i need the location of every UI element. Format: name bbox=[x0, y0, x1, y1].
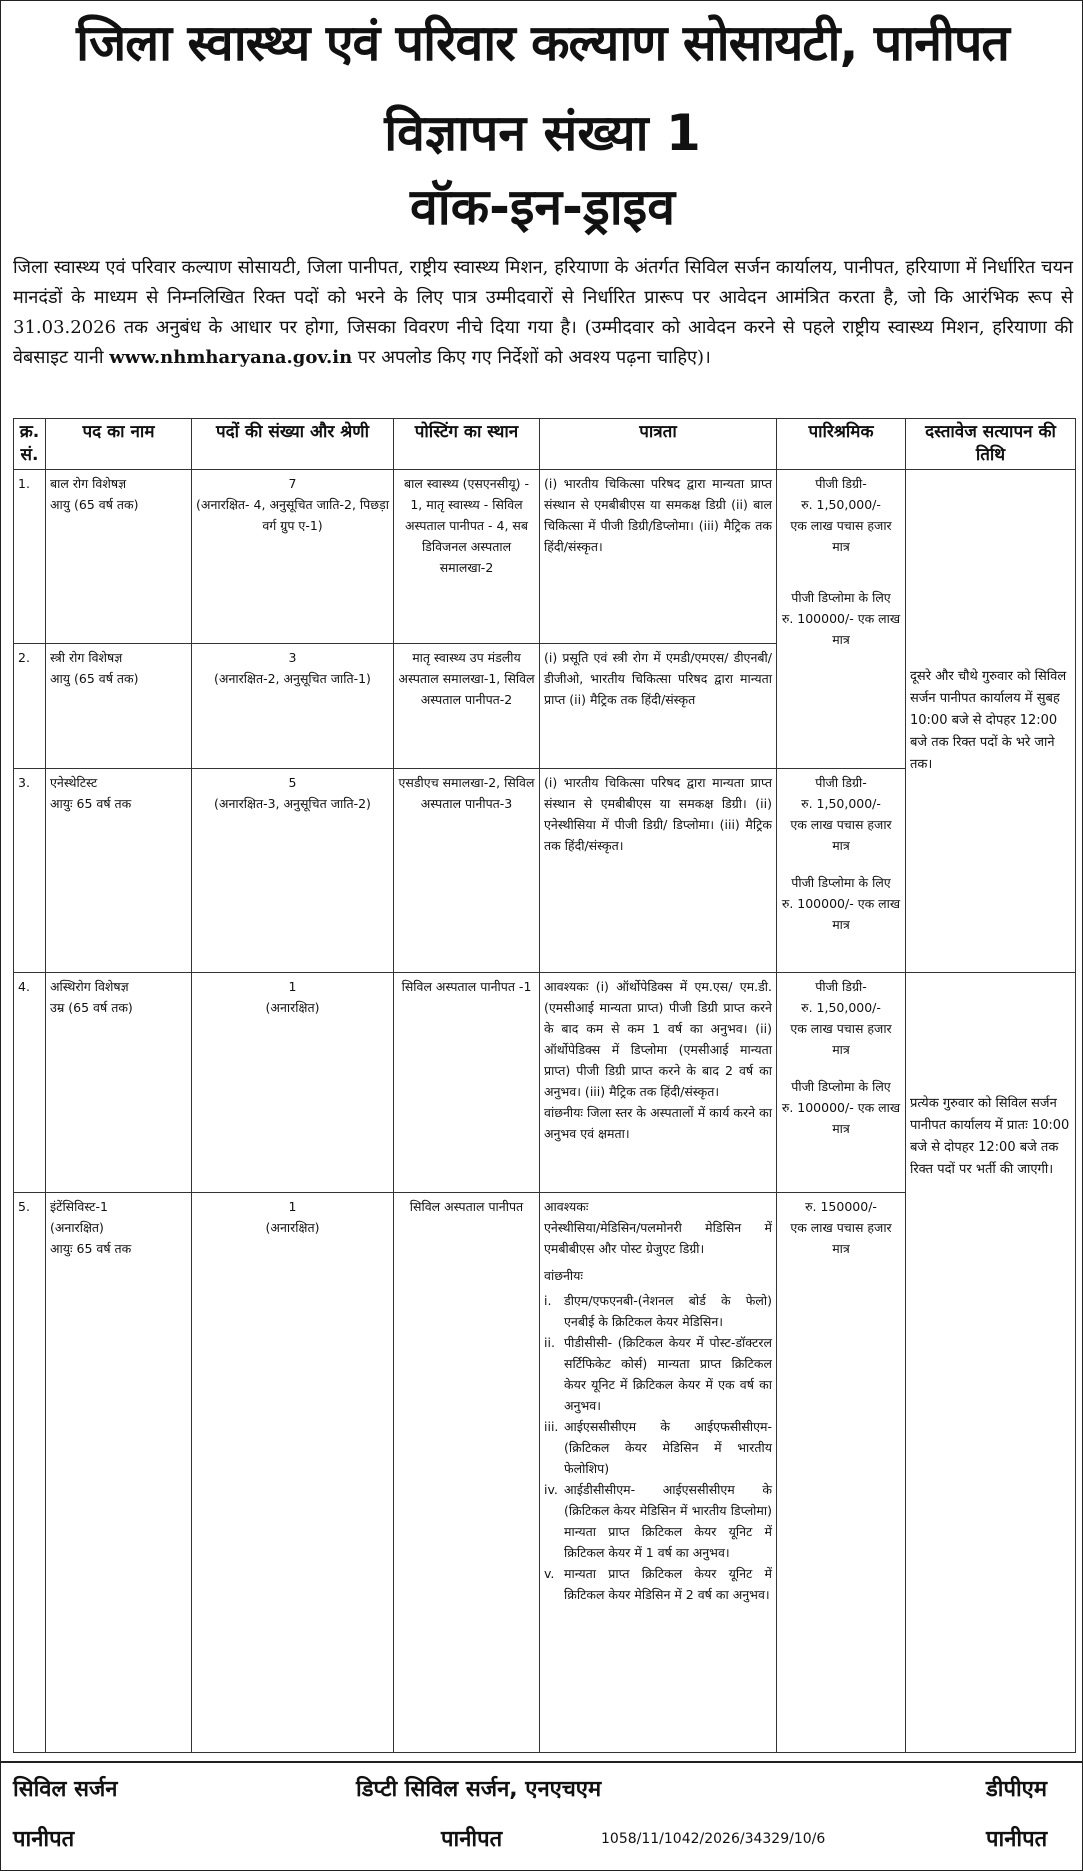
cell-posting: मातृ स्वास्थ्य उप मंडलीय अस्पताल समालखा-1, सिविल अस्पताल पानीपत-2 bbox=[394, 644, 540, 769]
cell-posting: बाल स्वास्थ्य (एसएनसीयू) - 1, मातृ स्वास्थ्य - सिविल अस्पताल पानीपत - 4, सब डिविजनल अस्पताल समालखा-2 bbox=[394, 470, 540, 644]
pay-pg-diploma-amount: रु. 100000/- एक लाख मात्र bbox=[781, 896, 901, 932]
post-name: इंटेंसिविस्ट-1 bbox=[50, 1199, 108, 1214]
pay-pg-diploma: पीजी डिप्लोमा के लिए bbox=[791, 875, 891, 890]
pay-intensivist-amount: रु. 150000/- bbox=[805, 1199, 877, 1214]
cell-post bbox=[46, 644, 192, 769]
pay-pg-degree: पीजी डिग्री- bbox=[815, 979, 867, 994]
signatory-civil-surgeon-place: पानीपत bbox=[13, 1827, 75, 1852]
post-category: (अनारक्षित- 4, अनुसूचित जाति-2, पिछड़ा वर्ग ग्रुप ए-1) bbox=[196, 497, 389, 533]
table-row bbox=[14, 973, 1076, 1193]
desirable-list bbox=[544, 1290, 772, 1605]
required-title: आवश्यकः bbox=[544, 1199, 589, 1214]
cell-count bbox=[192, 644, 394, 769]
cell-eligibility: (i) भारतीय चिकित्सा परिषद द्वारा मान्यता प्राप्त संस्थान से एमबीबीएस या समकक्ष डिग्री (ii) बाल चिकित्सा में पीजी डिग्री/डिप्लोमा। (iii) मैट्रिक तक हिंदी/संस्कृत। bbox=[540, 470, 777, 644]
post-count: 5 bbox=[288, 775, 297, 790]
pay-pg-diploma-amount: रु. 100000/- एक लाख मात्र bbox=[781, 611, 901, 647]
post-age: आयुः 65 वर्ष तक bbox=[50, 1241, 132, 1256]
post-count: 1 bbox=[288, 1199, 297, 1214]
pay-pg-degree-words: एक लाख पचास हजार मात्र bbox=[790, 817, 892, 853]
cell-sn: 5. bbox=[14, 1193, 46, 1753]
signatory-civil-surgeon: सिविल सर्जन bbox=[13, 1777, 118, 1802]
cell-count bbox=[192, 973, 394, 1193]
header-posting: पोस्टिंग का स्थान bbox=[394, 419, 540, 470]
signatory-dpm-place: पानीपत bbox=[986, 1827, 1048, 1852]
header-post: पद का नाम bbox=[46, 419, 192, 470]
cell-sn: 4. bbox=[14, 973, 46, 1193]
eligibility-desirable: वांछनीयः जिला स्तर के अस्पतालों में कार्य करने का अनुभव एवं क्षमता। bbox=[544, 1105, 772, 1141]
cell-pay bbox=[777, 769, 906, 973]
post-age: आयु (65 वर्ष तक) bbox=[50, 671, 139, 686]
cell-eligibility bbox=[540, 1193, 777, 1753]
cell-posting: सिविल अस्पताल पानीपत bbox=[394, 1193, 540, 1753]
post-name: बाल रोग विशेषज्ञ bbox=[50, 476, 127, 491]
cell-posting: एसडीएच समालखा-2, सिविल अस्पताल पानीपत-3 bbox=[394, 769, 540, 973]
walk-in-title: वॉक-इन-ड्राइव bbox=[409, 178, 675, 236]
cell-eligibility bbox=[540, 973, 777, 1193]
post-name: अस्थिरोग विशेषज्ञ bbox=[50, 979, 129, 994]
eligibility-required: एनेस्थीसिया/मेडिसिन/पलमोनरी मेडिसिन में एमबीबीएस और पोस्ट ग्रेजुएट डिग्री। bbox=[544, 1220, 772, 1256]
society-title: जिला स्वास्थ्य एवं परिवार कल्याण सोसायटी, पानीपत bbox=[76, 14, 1009, 72]
pay-pg-degree-amount: रु. 1,50,000/- bbox=[801, 1000, 881, 1015]
cell-post bbox=[46, 973, 192, 1193]
cell-sn: 3. bbox=[14, 769, 46, 973]
signatory-deputy-civil-surgeon: डिप्टी सिविल सर्जन, एनएचएम bbox=[356, 1777, 602, 1802]
header-eligibility: पात्रता bbox=[540, 419, 777, 470]
pay-pg-degree: पीजी डिग्री- bbox=[815, 775, 867, 790]
post-category: (अनारक्षित-2, अनुसूचित जाति-1) bbox=[214, 671, 371, 686]
pay-intensivist-words: एक लाख पचास हजार मात्र bbox=[790, 1220, 892, 1256]
pay-pg-degree-amount: रु. 1,50,000/- bbox=[801, 796, 881, 811]
header-sn: क्र. सं. bbox=[14, 419, 46, 470]
post-count: 3 bbox=[288, 650, 297, 665]
cell-post bbox=[46, 470, 192, 644]
cell-post bbox=[46, 1193, 192, 1753]
table-row bbox=[14, 470, 1076, 644]
cell-count bbox=[192, 769, 394, 973]
list-item: v. मान्यता प्राप्त क्रिटिकल केयर यूनिट में क्रिटिकल केयर मेडिसिन में 2 वर्ष का अनुभव। bbox=[544, 1566, 772, 1602]
advertisement-number: विज्ञापन संख्या 1 bbox=[384, 104, 701, 162]
intro-paragraph bbox=[13, 253, 1073, 373]
post-age: उम्र (65 वर्ष तक) bbox=[50, 1000, 133, 1015]
post-count: 1 bbox=[288, 979, 297, 994]
doc-date-text: प्रत्येक गुरुवार को सिविल सर्जन पानीपत कार्यालय में प्रातः 10:00 बजे से दोपहर 12:00 बजे तक रिक्त पदों पर भर्ती की जाएगी। bbox=[910, 1096, 1070, 1177]
reference-number: 1058/11/1042/2026/34329/10/6 bbox=[601, 1831, 826, 1847]
post-category: (अनारक्षित) bbox=[265, 1220, 320, 1235]
vacancy-table bbox=[13, 418, 1076, 1753]
post-count: 7 bbox=[288, 476, 297, 491]
post-category: (अनारक्षित-3, अनुसूचित जाति-2) bbox=[214, 796, 371, 811]
pay-pg-diploma: पीजी डिप्लोमा के लिए bbox=[791, 590, 891, 605]
header-doc-date: दस्तावेज सत्यापन की तिथि bbox=[906, 419, 1076, 470]
post-age: आयु (65 वर्ष तक) bbox=[50, 497, 139, 512]
cell-post bbox=[46, 769, 192, 973]
cell-doc-date: दूसरे और चौथे गुरुवार को सिविल सर्जन पानीपत कार्यालय में सुबह 10:00 बजे से दोपहर 12:00 बजे तक रिक्त पदों के भरे जाने तक। bbox=[906, 470, 1076, 973]
pay-pg-degree-amount: रु. 1,50,000/- bbox=[801, 497, 881, 512]
list-item: ii. पीडीसीसी- (क्रिटिकल केयर में पोस्ट-डॉक्टरल सर्टिफिकेट कोर्स) मान्यता प्राप्त क्रिटिकल केयर यूनिट में क्रिटिकल केयर में एक वर्ष का अनुभव। bbox=[544, 1335, 772, 1413]
intro-text-2: पर अपलोड किए गए निर्देशों को अवश्य पढ़ना चाहिए)। bbox=[352, 347, 711, 368]
website-link[interactable]: www.nhmharyana.gov.in bbox=[109, 347, 353, 368]
post-reservation: (अनारक्षित) bbox=[50, 1220, 104, 1235]
cell-count bbox=[192, 470, 394, 644]
table-header-row bbox=[14, 419, 1076, 470]
list-item: iv. आईडीसीसीएम- आईएससीसीएम के (क्रिटिकल केयर मेडिसिन में भारतीय डिप्लोमा) मान्यता प्राप्त क्रिटिकल केयर यूनिट में क्रिटिकल केयर में 1 वर्ष का अनुभव। bbox=[544, 1482, 772, 1560]
post-name: एनेस्थेटिस्ट bbox=[50, 775, 98, 790]
cell-pay bbox=[777, 973, 906, 1193]
signatory-dpm: डीपीएम bbox=[986, 1777, 1047, 1802]
footer-divider bbox=[1, 1761, 1083, 1763]
desirable-title: वांछनीयः bbox=[544, 1268, 583, 1283]
cell-eligibility: (i) प्रसूति एवं स्त्री रोग में एमडी/एमएस/ डीएनबी/डीजीओ, भारतीय चिकित्सा परिषद द्वारा मान्यता प्राप्त (ii) मैट्रिक तक हिंदी/संस्कृत bbox=[540, 644, 777, 769]
pay-pg-degree-words: एक लाख पचास हजार मात्र bbox=[790, 518, 892, 554]
post-name: स्त्री रोग विशेषज्ञ bbox=[50, 650, 123, 665]
cell-doc-date bbox=[906, 973, 1076, 1753]
cell-eligibility: (i) भारतीय चिकित्सा परिषद द्वारा मान्यता प्राप्त संस्थान से एमबीबीएस या समकक्ष डिग्री। (ii) एनेस्थीसिया में पीजी डिग्री/ डिप्लोमा। (iii) मैट्रिक तक हिंदी/संस्कृत। bbox=[540, 769, 777, 973]
list-item: i. डीएम/एफएनबी-(नेशनल बोर्ड के फेलो) एनबीई के क्रिटिकल केयर मेडिसिन। bbox=[544, 1293, 772, 1329]
header-count: पदों की संख्या और श्रेणी bbox=[192, 419, 394, 470]
list-item: iii. आईएससीसीएम के आईएफसीसीएम- (क्रिटिकल केयर मेडिसिन में भारतीय फेलोशिप) bbox=[544, 1419, 772, 1476]
post-age: आयुः 65 वर्ष तक bbox=[50, 796, 132, 811]
cell-sn: 1. bbox=[14, 470, 46, 644]
signatory-deputy-place: पानीपत bbox=[441, 1827, 503, 1852]
cell-pay bbox=[777, 1193, 906, 1753]
intro-text-1: जिला स्वास्थ्य एवं परिवार कल्याण सोसायटी, जिला पानीपत, राष्ट्रीय स्वास्थ्य मिशन, हरियाणा के अंतर्गत सिविल सर्जन कार्यालय, पानीपत, हरियाणा में निर्धारित चयन मानदंडों के माध्यम से निम्नलिखित रिक्त पदों को भरने के लिए पात्र उम्मीदवारों से निर्धारित प्रारूप पर आवेदन आमंत्रित करता है, जो कि आरंभिक रूप से 31.03.2026 तक अनुबंध के आधार पर होगा, जिसका विवरण नीचे दिया गया है। (उम्मीदवार को आवेदन करने से पहले राष्ट्रीय स्वास्थ्य मिशन, हरियाणा की वेबसाइट यानी bbox=[13, 257, 1073, 368]
post-category: (अनारक्षित) bbox=[265, 1000, 320, 1015]
pay-pg-degree: पीजी डिग्री- bbox=[815, 476, 867, 491]
cell-count bbox=[192, 1193, 394, 1753]
cell-posting: सिविल अस्पताल पानीपत -1 bbox=[394, 973, 540, 1193]
pay-pg-degree-words: एक लाख पचास हजार मात्र bbox=[790, 1021, 892, 1057]
cell-pay bbox=[777, 470, 906, 769]
pay-pg-diploma: पीजी डिप्लोमा के लिए bbox=[791, 1079, 891, 1094]
pay-pg-diploma-amount: रु. 100000/- एक लाख मात्र bbox=[781, 1100, 901, 1136]
header-pay: पारिश्रमिक bbox=[777, 419, 906, 470]
eligibility-required: आवश्यकः (i) ऑर्थोपेडिक्स में एम.एस/ एम.डी. (एमसीआई मान्यता प्राप्त) पीजी डिग्री प्राप्त करने के बाद कम से कम 1 वर्ष का अनुभव। (ii) ऑर्थोपेडिक्स में डिप्लोमा (एमसीआई मान्यता प्राप्त) पीजी डिग्री प्राप्त करने के बाद 2 वर्ष का अनुभव। (iii) मैट्रिक तक हिंदी/संस्कृत। bbox=[544, 979, 772, 1099]
cell-sn: 2. bbox=[14, 644, 46, 769]
